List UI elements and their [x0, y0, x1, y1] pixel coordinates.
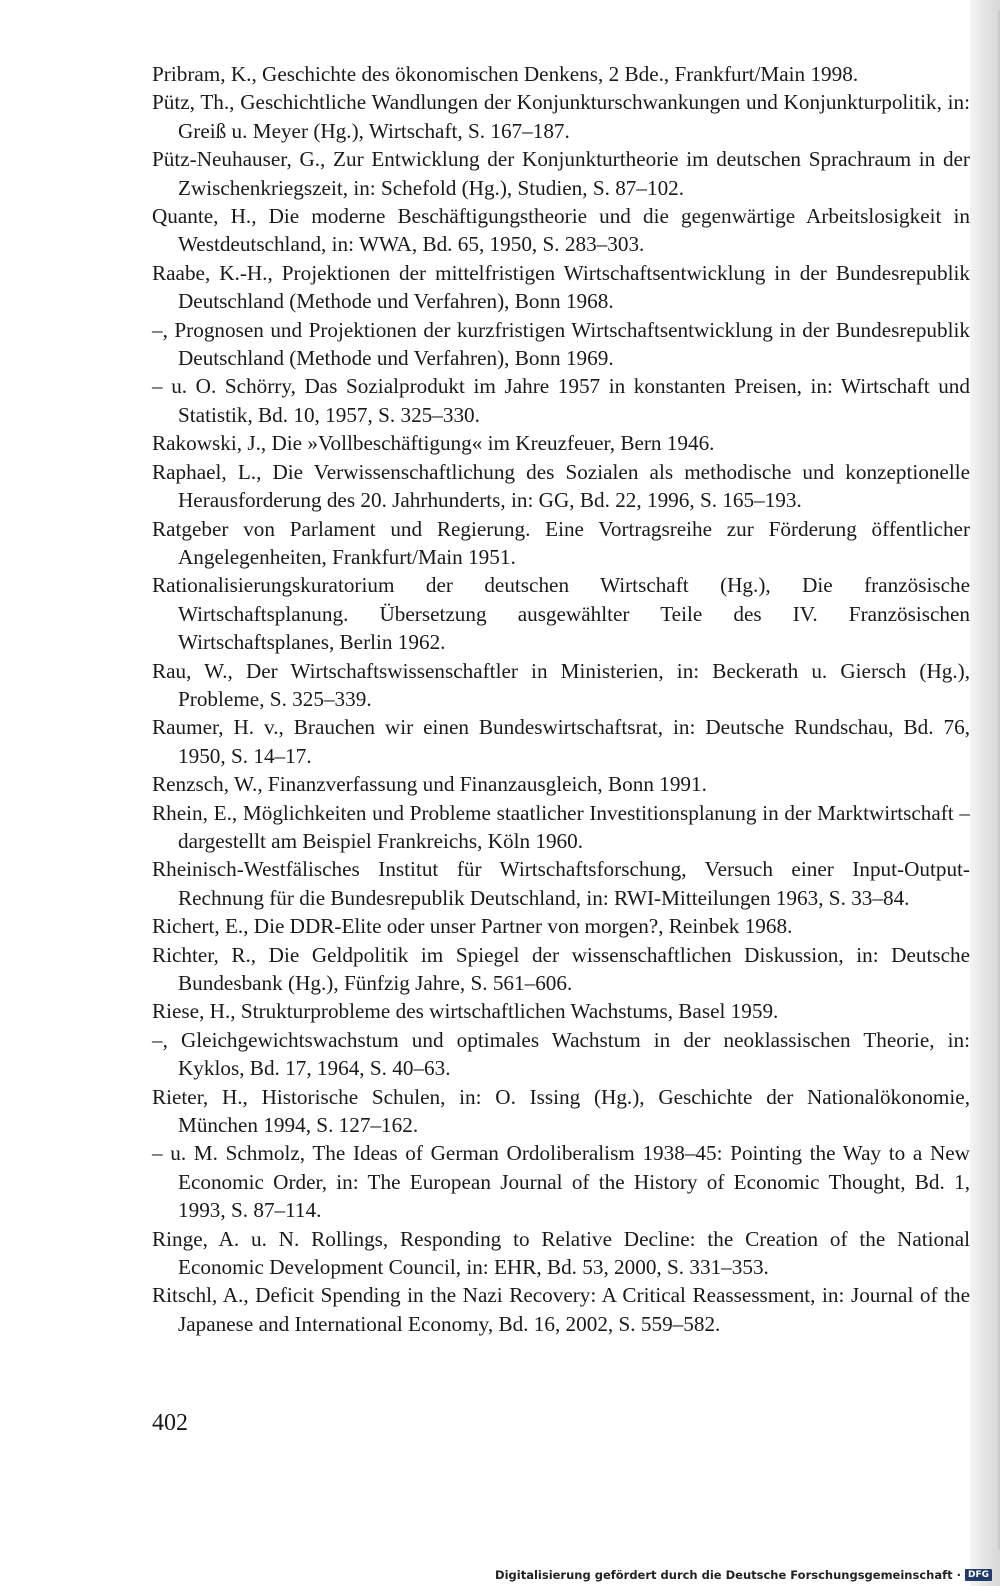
bibliography-entry: Raabe, K.-H., Projektionen der mittelfristigen Wirtschaftsentwicklung in der Bundesrepublik Deutschland (Methode und Verfahren), Bonn 1968.: [152, 260, 970, 314]
bibliography-entry: – u. M. Schmolz, The Ideas of German Ordoliberalism 1938–45: Pointing the Way to a New Economic Order, in: The European Journal of the History of Economic Thought, Bd. 1, 1993, S. 87–114.: [152, 1141, 970, 1223]
bibliography-entry: Pütz-Neuhauser, G., Zur Entwicklung der Konjunkturtheorie im deutschen Sprachraum in der Zwischenkriegszeit, in: Schefold (Hg.), Studien, S. 87–102.: [152, 147, 970, 200]
bibliography-entry: Quante, H., Die moderne Beschäftigungstheorie und die gegenwärtige Arbeitslosigkeit in Westdeutschland, in: WWA, Bd. 65, 1950, S. 283–303.: [152, 204, 970, 257]
bibliography-entry: Richter, R., Die Geldpolitik im Spiegel der wissenschaftlichen Diskussion, in: Deutsche Bundesbank (Hg.), Fünfzig Jahre, S. 561–606.: [152, 942, 970, 995]
bibliography-entry: Raphael, L., Die Verwissenschaftlichung des Sozialen als methodische und konzeptionelle Herausforderung des 20. Jahrhunderts, in: GG, Bd. 22, 1996, S. 165–193.: [152, 459, 970, 513]
footer-text: Digitalisierung gefördert durch die Deutsche Forschungsgemeinschaft: [495, 1568, 953, 1582]
dfg-logo: DFG: [965, 1569, 992, 1581]
bibliography-entry: Renzsch, W., Finanzverfassung und Finanzausgleich, Bonn 1991.: [152, 772, 707, 797]
bibliography-entry: Rheinisch-Westfälisches Institut für Wirtschaftsforschung, Versuch einer Input-Output-Rechnung für die Bundesrepublik Deutschland, in: RWI-Mitteilungen 1963, S. 33–84.: [152, 857, 970, 910]
bibliography-entry: Riese, H., Strukturprobleme des wirtschaftlichen Wachstums, Basel 1959.: [152, 999, 779, 1024]
digitization-footer: [495, 1568, 992, 1582]
bibliography-list: [152, 60, 970, 1338]
bibliography-entry: –, Gleichgewichtswachstum und optimales Wachstum in der neoklassischen Theorie, in: Kyklos, Bd. 17, 1964, S. 40–63.: [152, 1027, 970, 1081]
bibliography-entry: Rieter, H., Historische Schulen, in: O. Issing (Hg.), Geschichte der Nationalökonomie, München 1994, S. 127–162.: [152, 1084, 970, 1138]
bibliography-entry: Ratgeber von Parlament und Regierung. Eine Vortragsreihe zur Förderung öffentlicher Angelegenheiten, Frankfurt/Main 1951.: [152, 516, 970, 569]
bibliography-entry: Rau, W., Der Wirtschaftswissenschaftler in Ministerien, in: Beckerath u. Giersch (Hg.), Probleme, S. 325–339.: [152, 658, 970, 711]
footer-separator: ·: [956, 1568, 961, 1582]
page-number: 402: [152, 1410, 188, 1436]
bibliography-entry: Pribram, K., Geschichte des ökonomischen Denkens, 2 Bde., Frankfurt/Main 1998.: [152, 62, 859, 86]
bibliography-entry: Richert, E., Die DDR-Elite oder unser Partner von morgen?, Reinbek 1968.: [152, 914, 793, 939]
bibliography-entry: Pütz, Th., Geschichtliche Wandlungen der Konjunkturschwankungen und Konjunkturpolitik, in: Greiß u. Meyer (Hg.), Wirtschaft, S. 167–187.: [152, 90, 970, 143]
bibliography-entry: Ringe, A. u. N. Rollings, Responding to Relative Decline: the Creation of the National Economic Development Council, in: EHR, Bd. 53, 2000, S. 331–353.: [152, 1226, 970, 1280]
bibliography-entry: Rhein, E., Möglichkeiten und Probleme staatlicher Investitionsplanung in der Marktwirtschaft – dargestellt am Beispiel Frankreichs, Köln 1960.: [152, 800, 970, 853]
page-edge: [970, 0, 1000, 1586]
bibliography-entry: –, Prognosen und Projektionen der kurzfristigen Wirtschaftsentwicklung in der Bundesrepublik Deutschland (Methode und Verfahren), Bonn 1969.: [152, 317, 970, 371]
bibliography-entry: Rationalisierungskuratorium der deutschen Wirtschaft (Hg.), Die französische Wirtschaftsplanung. Übersetzung ausgewählter Teile des IV. Französischen Wirtschaftsplanes, Berlin 1962.: [152, 573, 970, 655]
bibliography-entry: Raumer, H. v., Brauchen wir einen Bundeswirtschaftsrat, in: Deutsche Rundschau, Bd. 76, 1950, S. 14–17.: [152, 715, 970, 768]
bibliography-entry: – u. O. Schörry, Das Sozialprodukt im Jahre 1957 in konstanten Preisen, in: Wirtschaft und Statistik, Bd. 10, 1957, S. 325–330.: [152, 374, 970, 427]
bibliography-entry: Rakowski, J., Die »Vollbeschäftigung« im Kreuzfeuer, Bern 1946.: [152, 431, 715, 456]
bibliography-entry: Ritschl, A., Deficit Spending in the Nazi Recovery: A Critical Reassessment, in: Journal of the Japanese and International Economy, Bd. 16, 2002, S. 559–582.: [152, 1283, 970, 1336]
